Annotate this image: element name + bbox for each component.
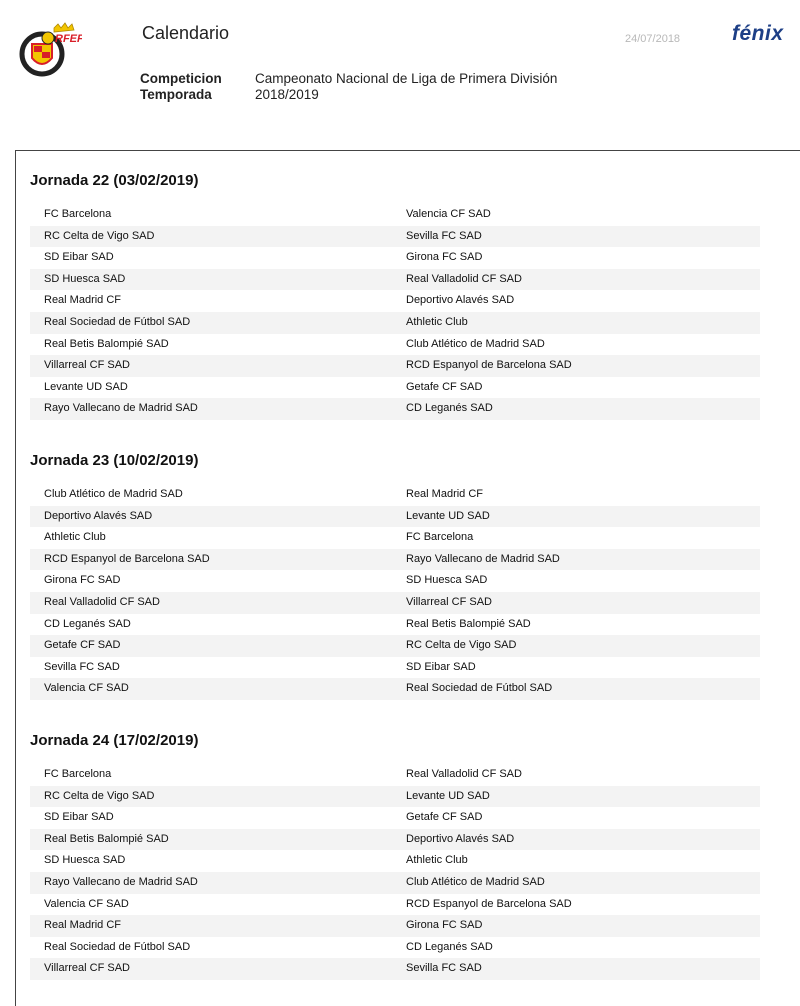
jornada-section	[30, 451, 560, 695]
home-team: SD Huesca SAD	[44, 854, 126, 867]
home-team: Villarreal CF SAD	[44, 962, 130, 975]
away-team: Real Valladolid CF SAD	[406, 272, 522, 285]
match-row	[30, 570, 760, 592]
home-team: Getafe CF SAD	[44, 639, 121, 652]
home-team: FC Barcelona	[44, 208, 112, 220]
match-row	[30, 226, 760, 248]
home-team: CD Leganés SAD	[44, 617, 131, 630]
home-team: Rayo Vallecano de Madrid SAD	[44, 402, 198, 415]
away-team: CD Leganés SAD	[406, 940, 493, 953]
match-list	[30, 484, 760, 700]
home-team: Rayo Vallecano de Madrid SAD	[44, 875, 198, 888]
away-team: Levante UD SAD	[406, 789, 490, 802]
competition-value: Campeonato Nacional de Liga de Primera División	[255, 71, 558, 86]
match-row	[30, 915, 760, 937]
away-team: Sevilla FC SAD	[406, 962, 482, 975]
match-row	[30, 204, 760, 226]
competition-label: Competicion	[140, 71, 222, 86]
match-row	[30, 334, 760, 356]
home-team: Valencia CF SAD	[44, 682, 129, 695]
match-row	[30, 937, 760, 959]
home-team: FC Barcelona	[44, 768, 112, 780]
away-team: RC Celta de Vigo SAD	[406, 639, 517, 652]
away-team: RCD Espanyol de Barcelona SAD	[406, 359, 572, 372]
match-row	[30, 678, 760, 700]
match-row	[30, 786, 760, 808]
home-team: RCD Espanyol de Barcelona SAD	[44, 552, 210, 565]
match-row	[30, 377, 760, 399]
away-team: Getafe CF SAD	[406, 811, 483, 824]
away-team: Athletic Club	[406, 315, 468, 328]
away-team: RCD Espanyol de Barcelona SAD	[406, 897, 572, 910]
logo-text: RFEF	[55, 33, 82, 45]
away-team: Levante UD SAD	[406, 509, 490, 522]
match-row	[30, 312, 760, 334]
jornada-title: Jornada 22 (03/02/2019)	[30, 172, 199, 189]
match-row	[30, 290, 760, 312]
match-list	[30, 764, 760, 980]
home-team: Athletic Club	[44, 531, 106, 544]
away-team: Real Sociedad de Fútbol SAD	[406, 682, 553, 695]
away-team: Girona FC SAD	[406, 251, 483, 264]
brand-logo: fénix	[732, 22, 784, 45]
home-team: Club Atlético de Madrid SAD	[44, 488, 183, 500]
away-team: Real Madrid CF	[406, 488, 484, 500]
home-team: Valencia CF SAD	[44, 897, 129, 910]
home-team: Villarreal CF SAD	[44, 359, 130, 372]
away-team: FC Barcelona	[406, 531, 474, 544]
home-team: Deportivo Alavés SAD	[44, 509, 153, 522]
home-team: Girona FC SAD	[44, 574, 121, 587]
away-team: Girona FC SAD	[406, 919, 483, 932]
match-row	[30, 247, 760, 269]
match-row	[30, 506, 760, 528]
match-row	[30, 614, 760, 636]
match-row	[30, 549, 760, 571]
home-team: Levante UD SAD	[44, 380, 128, 393]
home-team: Real Valladolid CF SAD	[44, 595, 160, 608]
home-team: Real Betis Balompié SAD	[44, 337, 169, 350]
home-team: Real Madrid CF	[44, 294, 122, 307]
calendar-panel	[15, 150, 800, 1006]
document-meta	[140, 71, 557, 103]
match-row	[30, 635, 760, 657]
page-title: Calendario	[142, 23, 230, 43]
away-team: CD Leganés SAD	[406, 402, 493, 415]
away-team: Valencia CF SAD	[406, 208, 491, 220]
jornada-section	[30, 731, 572, 975]
match-row	[30, 850, 760, 872]
away-team: Rayo Vallecano de Madrid SAD	[406, 552, 560, 565]
match-row	[30, 484, 760, 506]
match-row	[30, 807, 760, 829]
home-team: Real Sociedad de Fútbol SAD	[44, 315, 191, 328]
away-team: Deportivo Alavés SAD	[406, 832, 515, 845]
home-team: Real Betis Balompié SAD	[44, 832, 169, 845]
print-date: 24/07/2018	[625, 33, 681, 45]
jornada-title: Jornada 24 (17/02/2019)	[30, 732, 199, 749]
home-team: Real Sociedad de Fútbol SAD	[44, 940, 191, 953]
match-row	[30, 764, 760, 786]
away-team: Deportivo Alavés SAD	[406, 294, 515, 307]
rfef-crest-icon	[18, 22, 82, 78]
match-list	[30, 204, 760, 420]
home-team: SD Eibar SAD	[44, 811, 114, 824]
home-team: Sevilla FC SAD	[44, 660, 120, 673]
away-team: Getafe CF SAD	[406, 380, 483, 393]
match-row	[30, 398, 760, 420]
jornada-section	[30, 171, 572, 415]
match-row	[30, 657, 760, 679]
away-team: Sevilla FC SAD	[406, 229, 482, 242]
away-team: Real Betis Balompié SAD	[406, 617, 531, 630]
home-team: SD Huesca SAD	[44, 272, 126, 285]
away-team: Club Atlético de Madrid SAD	[406, 337, 545, 350]
season-value: 2018/2019	[255, 87, 319, 102]
match-row	[30, 872, 760, 894]
home-team: SD Eibar SAD	[44, 251, 114, 264]
home-team: RC Celta de Vigo SAD	[44, 229, 155, 242]
match-row	[30, 592, 760, 614]
jornada-title: Jornada 23 (10/02/2019)	[30, 452, 199, 469]
away-team: SD Huesca SAD	[406, 574, 488, 587]
away-team: Athletic Club	[406, 854, 468, 867]
season-label: Temporada	[140, 87, 212, 102]
away-team: Club Atlético de Madrid SAD	[406, 875, 545, 888]
home-team: RC Celta de Vigo SAD	[44, 789, 155, 802]
match-row	[30, 355, 760, 377]
match-row	[30, 958, 760, 980]
home-team: Real Madrid CF	[44, 919, 122, 932]
away-team: Real Valladolid CF SAD	[406, 768, 522, 780]
away-team: Villarreal CF SAD	[406, 595, 492, 608]
match-row	[30, 894, 760, 916]
match-row	[30, 829, 760, 851]
match-row	[30, 269, 760, 291]
away-team: SD Eibar SAD	[406, 660, 476, 673]
match-row	[30, 527, 760, 549]
